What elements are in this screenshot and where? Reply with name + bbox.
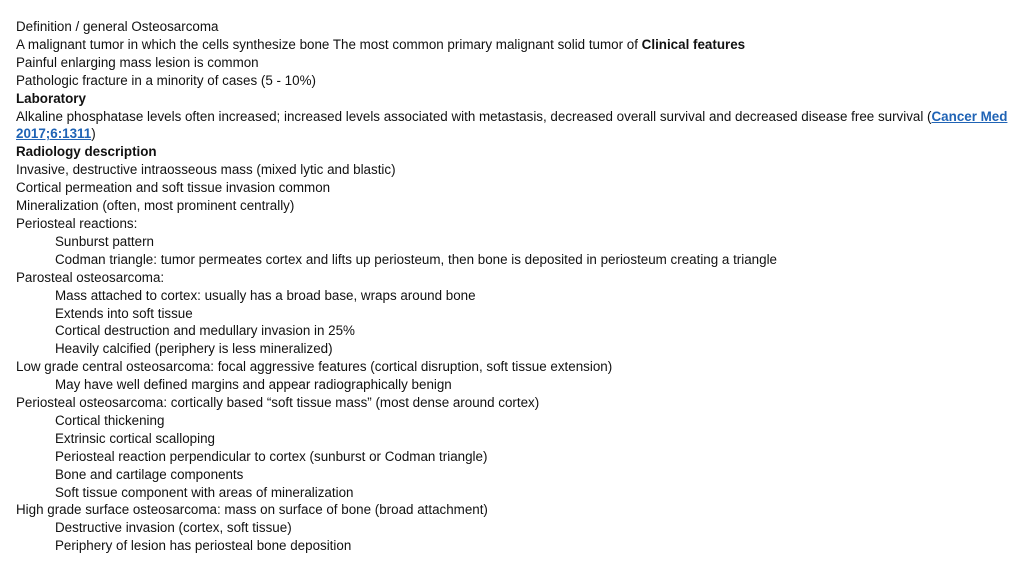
reference-link[interactable]: Cancer Med — [931, 108, 1008, 124]
low-grade-item: May have well defined margins and appear radiographically benign — [55, 377, 452, 393]
laboratory-text-continued — [16, 125, 1020, 143]
low-grade-title: Low grade central osteosarcoma: focal aggressive features (cortical disruption, soft tissue extension) — [16, 359, 613, 375]
definition-text: A malignant tumor in which the cells synthesize bone The most common primary malignant solid tumor of — [16, 36, 642, 52]
radiology-item: Mineralization (often, most prominent centrally) — [16, 198, 295, 214]
clinical-features-heading: Clinical features — [641, 36, 746, 52]
radiology-heading: Radiology description — [16, 144, 157, 160]
parosteal-item: Heavily calcified (periphery is less mineralized) — [55, 341, 333, 357]
document-body — [16, 18, 1020, 555]
periosteal-reactions-title: Periosteal reactions: — [16, 215, 138, 231]
parosteal-item: Cortical destruction and medullary invasion in 25% — [55, 323, 355, 339]
laboratory-text — [16, 108, 1020, 126]
clinical-item: Pathologic fracture in a minority of cases (5 - 10%) — [16, 72, 316, 88]
clinical-item: Painful enlarging mass lesion is common — [16, 54, 259, 70]
periosteal-reactions-item: Codman triangle: tumor permeates cortex and lifts up periosteum, then bone is deposited in periosteum creating a triangle — [55, 251, 778, 267]
periosteal-item: Bone and cartilage components — [55, 466, 244, 482]
laboratory-description: Alkaline phosphatase levels often increased; increased levels associated with metastasis, decreased overall survival and decreased disease free survival ( — [16, 108, 932, 124]
definition-title: Definition / general Osteosarcoma — [16, 19, 219, 34]
definition-description — [16, 36, 1020, 54]
high-grade-item: Destructive invasion (cortex, soft tissue) — [55, 520, 292, 536]
closing-paren: ) — [91, 126, 96, 142]
parosteal-item: Mass attached to cortex: usually has a broad base, wraps around bone — [55, 287, 476, 303]
periosteal-item: Cortical thickening — [55, 412, 165, 428]
high-grade-title: High grade surface osteosarcoma: mass on surface of bone (broad attachment) — [16, 502, 488, 518]
periosteal-reactions-item: Sunburst pattern — [55, 233, 155, 249]
high-grade-item: Periphery of lesion has periosteal bone deposition — [55, 538, 352, 554]
radiology-item: Invasive, destructive intraosseous mass (mixed lytic and blastic) — [16, 162, 396, 178]
parosteal-item: Extends into soft tissue — [55, 305, 193, 321]
periosteal-item: Soft tissue component with areas of mineralization — [55, 484, 354, 500]
periosteal-item: Periosteal reaction perpendicular to cortex (sunburst or Codman triangle) — [55, 448, 488, 464]
radiology-item: Cortical permeation and soft tissue invasion common — [16, 180, 331, 196]
laboratory-heading: Laboratory — [16, 90, 86, 106]
periosteal-title: Periosteal osteosarcoma: cortically based “soft tissue mass” (most dense around cortex) — [16, 395, 540, 411]
parosteal-title: Parosteal osteosarcoma: — [16, 269, 165, 285]
reference-link[interactable]: 2017;6:1311 — [16, 126, 92, 142]
periosteal-item: Extrinsic cortical scalloping — [55, 430, 216, 446]
